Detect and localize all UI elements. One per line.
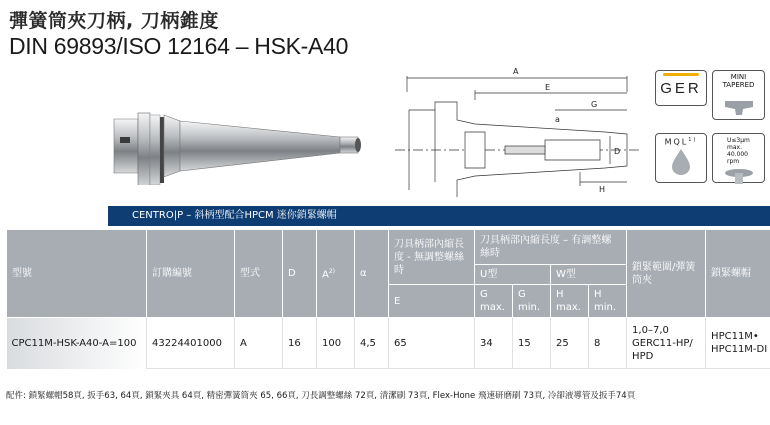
- cell-g-min: 15: [513, 318, 551, 369]
- tool-holder-image: [110, 105, 370, 185]
- cell-nut: HPC11M• HPC11M-DI: [706, 318, 770, 369]
- product-table: [6, 229, 770, 369]
- ger-badge: GER: [655, 70, 707, 106]
- precision-speed-badge: U≤3μm max. 40.000 rpm: [712, 133, 765, 183]
- col-e: E: [389, 285, 475, 318]
- col-len-unthreaded: 刀具柄部內縮長度 - 無調整螺絲時: [389, 230, 475, 285]
- col-order-no: 訂購編號: [147, 230, 235, 318]
- col-nut: 鎖緊螺帽: [706, 230, 770, 318]
- cell-order-no: 43224401000: [147, 318, 235, 369]
- col-u-type: U型: [475, 264, 551, 284]
- col-type-no: 型號: [7, 230, 147, 318]
- cell-type-no: CPC11M-HSK-A40-A=100: [7, 318, 147, 369]
- dim-a-label: A: [513, 67, 519, 76]
- col-d: D: [283, 230, 317, 318]
- cell-h-min: 8: [589, 318, 627, 369]
- table-row: [7, 318, 770, 369]
- page-subtitle: DIN 69893/ISO 12164 – HSK-A40: [9, 33, 349, 59]
- mini-label: MINI: [730, 73, 747, 81]
- technical-drawing: [395, 62, 640, 197]
- speed-tool-icon: [719, 167, 759, 185]
- cell-style: A: [235, 318, 283, 369]
- col-g-max: G max.: [475, 285, 513, 318]
- dim-d-label: D: [614, 147, 621, 156]
- col-w-type: W型: [551, 264, 627, 284]
- col-len-threaded: 刀具柄部內縮長度 – 有調整螺絲時: [475, 230, 627, 265]
- col-clamp-range: 鎖緊範圍/彈簧筒夾: [627, 230, 706, 318]
- cell-clamp-range: 1,0–7,0 GERC11-HP/ HPD: [627, 318, 706, 369]
- cell-d: 16: [283, 318, 317, 369]
- tapered-label: TAPERED: [722, 81, 755, 89]
- section-title: CENTRO|P – 斜柄型配合HPCM 迷你鎖緊螺帽: [108, 206, 770, 226]
- dim-e-label: E: [545, 83, 551, 92]
- accessories-footnote: 配件: 鎖緊螺帽58頁, 扳手63, 64頁, 鎖緊夾具 64頁, 精密彈簧筒夾 65, 66頁, 刀長調整螺絲 72頁, 清潔刷 73頁, Flex-Hone 飛速研磨刷 73頁, 冷卻液導管及扳手74頁: [6, 391, 636, 401]
- cell-a: 100: [317, 318, 355, 369]
- mql-badge: MQL$^{1)}$: [655, 133, 707, 183]
- cell-e: 65: [389, 318, 475, 369]
- col-h-max: H max.: [551, 285, 589, 318]
- cell-g-max: 34: [475, 318, 513, 369]
- droplet-icon: [666, 147, 696, 177]
- tapered-tool-icon: [719, 89, 759, 117]
- col-alpha: α: [355, 230, 389, 318]
- col-a: $A^{2)}$: [317, 230, 355, 318]
- mini-tapered-badge: [712, 70, 765, 120]
- col-h-min: H min.: [589, 285, 627, 318]
- col-g-min: G min.: [513, 285, 551, 318]
- dim-g-label: G: [591, 100, 598, 109]
- dim-alpha-label: a: [555, 115, 560, 124]
- cell-alpha: 4,5: [355, 318, 389, 369]
- page-title: 彈簧筒夾刀柄, 刀柄錐度: [9, 10, 219, 32]
- col-style: 型式: [235, 230, 283, 318]
- cell-h-max: 25: [551, 318, 589, 369]
- dim-h-label: H: [599, 185, 606, 194]
